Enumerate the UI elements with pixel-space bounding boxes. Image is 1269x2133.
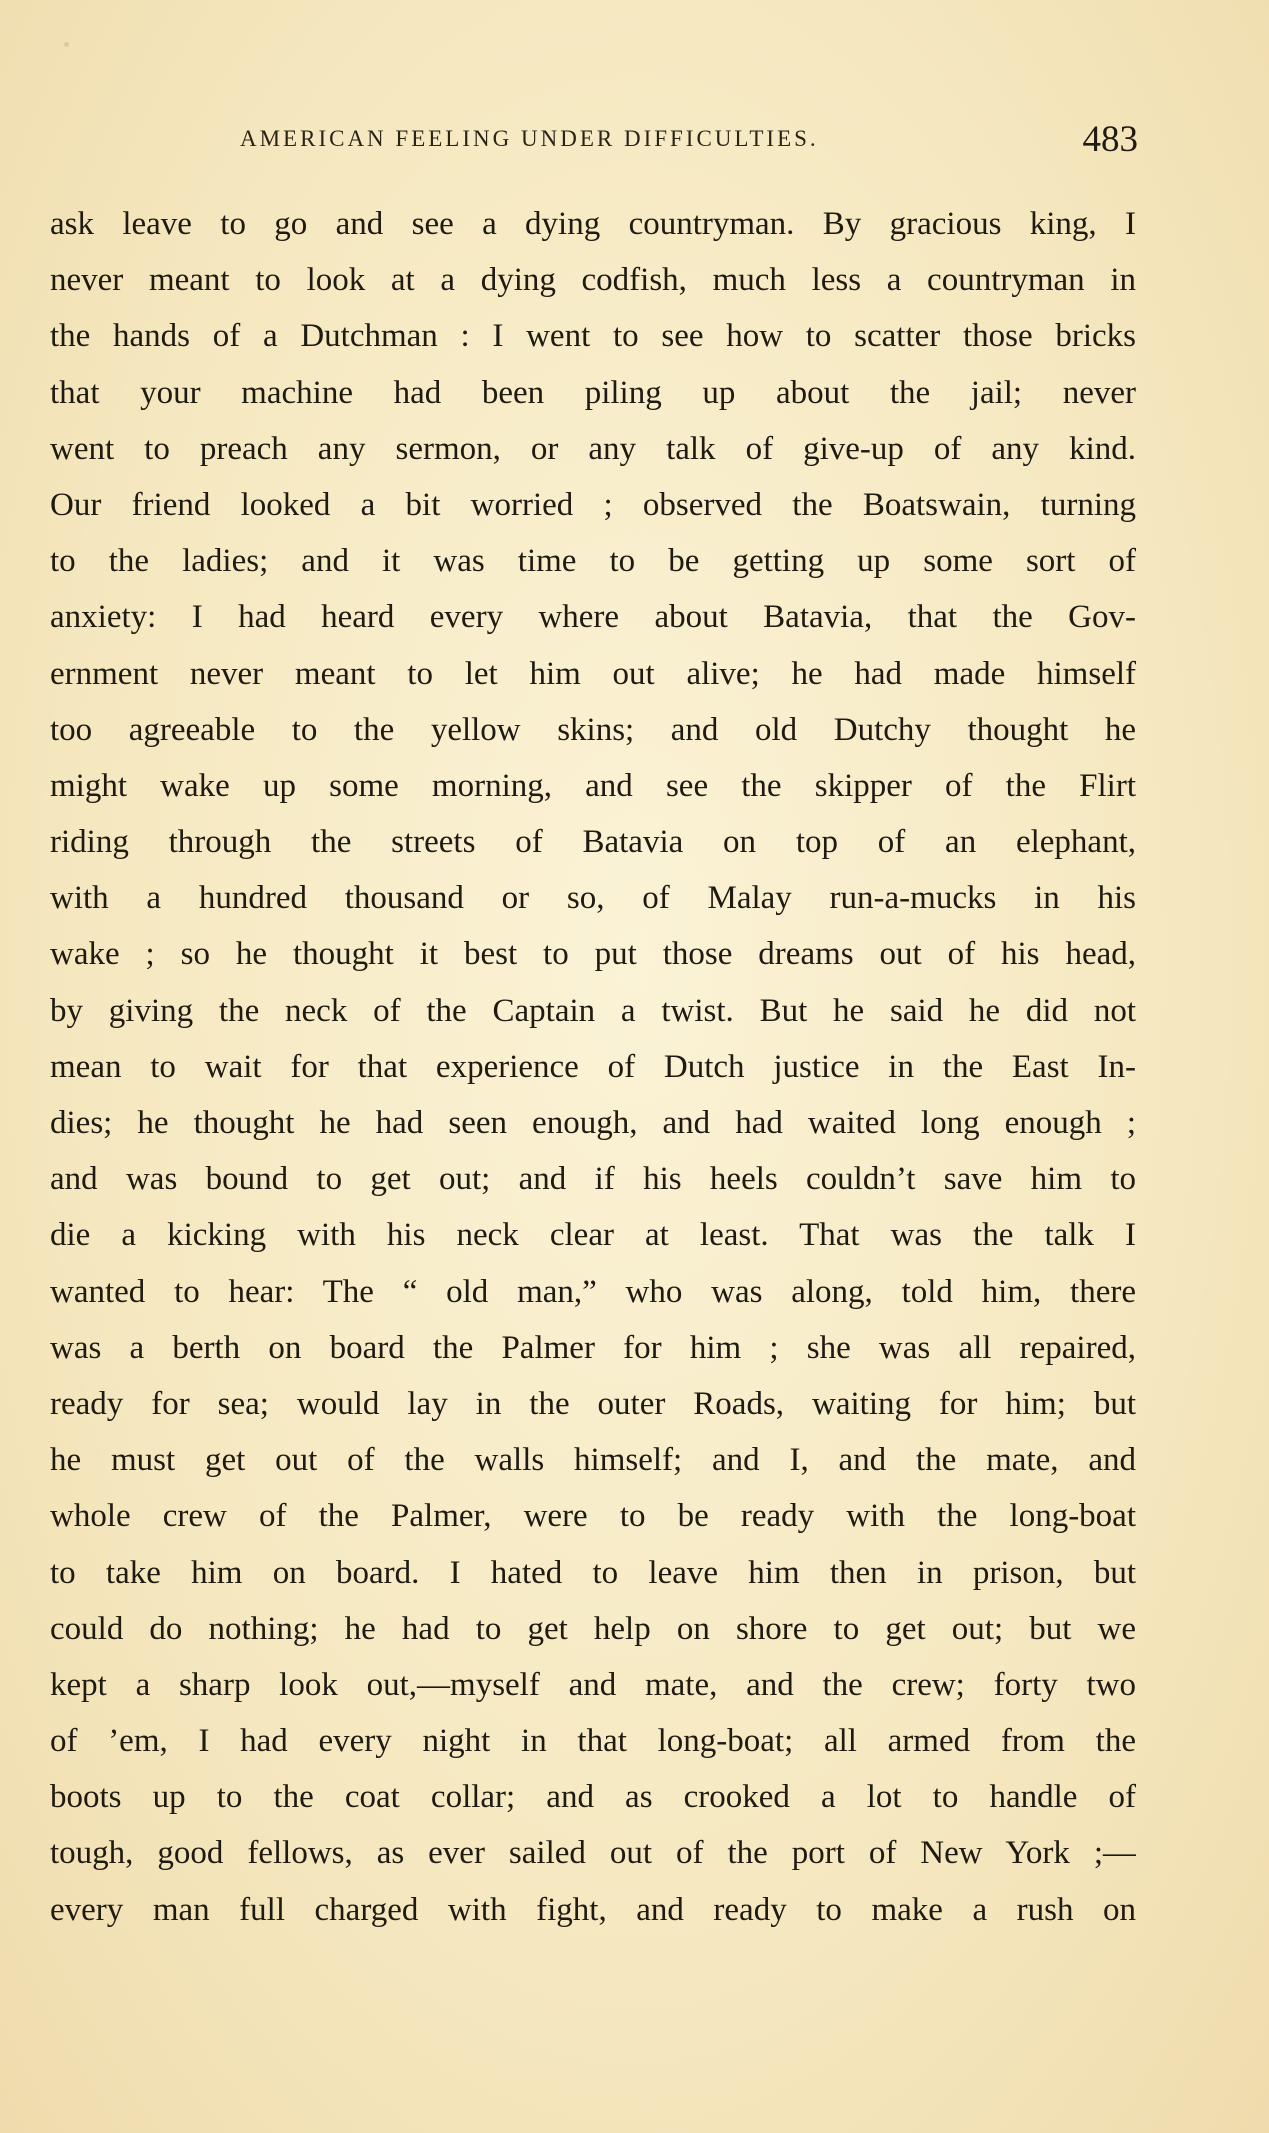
text-line: kept a sharp look out,—myself and mate, and the crew; forty two: [50, 1666, 1136, 1703]
text-line: Our friend looked a bit worried ; observed the Boatswain, turning: [50, 486, 1136, 523]
text-line: dies; he thought he had seen enough, and had waited long enough ;: [50, 1105, 1136, 1141]
text-line: by giving the neck of the Captain a twist. But he said he did not: [50, 992, 1136, 1029]
text-line: every man full charged with fight, and ready to make a rush on: [50, 1891, 1136, 1928]
text-line: ask leave to go and see a dying countryman. By gracious king, I: [50, 206, 1136, 242]
body-text: [50, 196, 1136, 1938]
text-line: with a hundred thousand or so, of Malay run-a-mucks in his: [50, 880, 1136, 917]
text-line: went to preach any sermon, or any talk of give-up of any kind.: [50, 430, 1136, 467]
text-line: riding through the streets of Batavia on top of an elephant,: [50, 824, 1136, 861]
text-line: and was bound to get out; and if his heels couldn’t save him to: [50, 1161, 1136, 1198]
text-line: could do nothing; he had to get help on shore to get out; but we: [50, 1610, 1136, 1647]
text-line: he must get out of the walls himself; and I, and the mate, and: [50, 1442, 1136, 1479]
text-line: too agreeable to the yellow skins; and old Dutchy thought he: [50, 711, 1136, 748]
text-line: ready for sea; would lay in the outer Roads, waiting for him; but: [50, 1385, 1136, 1422]
running-head: AMERICAN FEELING UNDER DIFFICULTIES.: [240, 126, 819, 151]
text-line: never meant to look at a dying codfish, much less a countryman in: [50, 262, 1136, 299]
text-line: to take him on board. I hated to leave him then in prison, but: [50, 1554, 1136, 1591]
text-line: mean to wait for that experience of Dutch justice in the East In-: [50, 1048, 1136, 1085]
page-number: 483: [1082, 119, 1138, 160]
text-line: of ’em, I had every night in that long-boat; all armed from the: [50, 1723, 1136, 1760]
text-line: might wake up some morning, and see the skipper of the Flirt: [50, 767, 1136, 804]
text-line: boots up to the coat collar; and as crooked a lot to handle of: [50, 1779, 1136, 1816]
text-line: to the ladies; and it was time to be getting up some sort of: [50, 543, 1136, 580]
text-line: whole crew of the Palmer, were to be ready with the long-boat: [50, 1498, 1136, 1535]
text-line: anxiety: I had heard every where about Batavia, that the Gov-: [50, 599, 1136, 636]
page-header: [50, 118, 1138, 168]
text-line: the hands of a Dutchman : I went to see how to scatter those bricks: [50, 318, 1136, 355]
text-line: ernment never meant to let him out alive; he had made himself: [50, 655, 1136, 692]
paper-speck: [64, 42, 69, 47]
text-line: that your machine had been piling up about the jail; never: [50, 374, 1136, 411]
text-line: tough, good fellows, as ever sailed out of the port of New York ;—: [50, 1835, 1136, 1872]
text-line: wake ; so he thought it best to put those dreams out of his head,: [50, 936, 1136, 973]
text-line: die a kicking with his neck clear at least. That was the talk I: [50, 1217, 1136, 1254]
text-line: wanted to hear: The “ old man,” who was along, told him, there: [50, 1273, 1136, 1310]
text-line: was a berth on board the Palmer for him ; she was all repaired,: [50, 1329, 1136, 1366]
